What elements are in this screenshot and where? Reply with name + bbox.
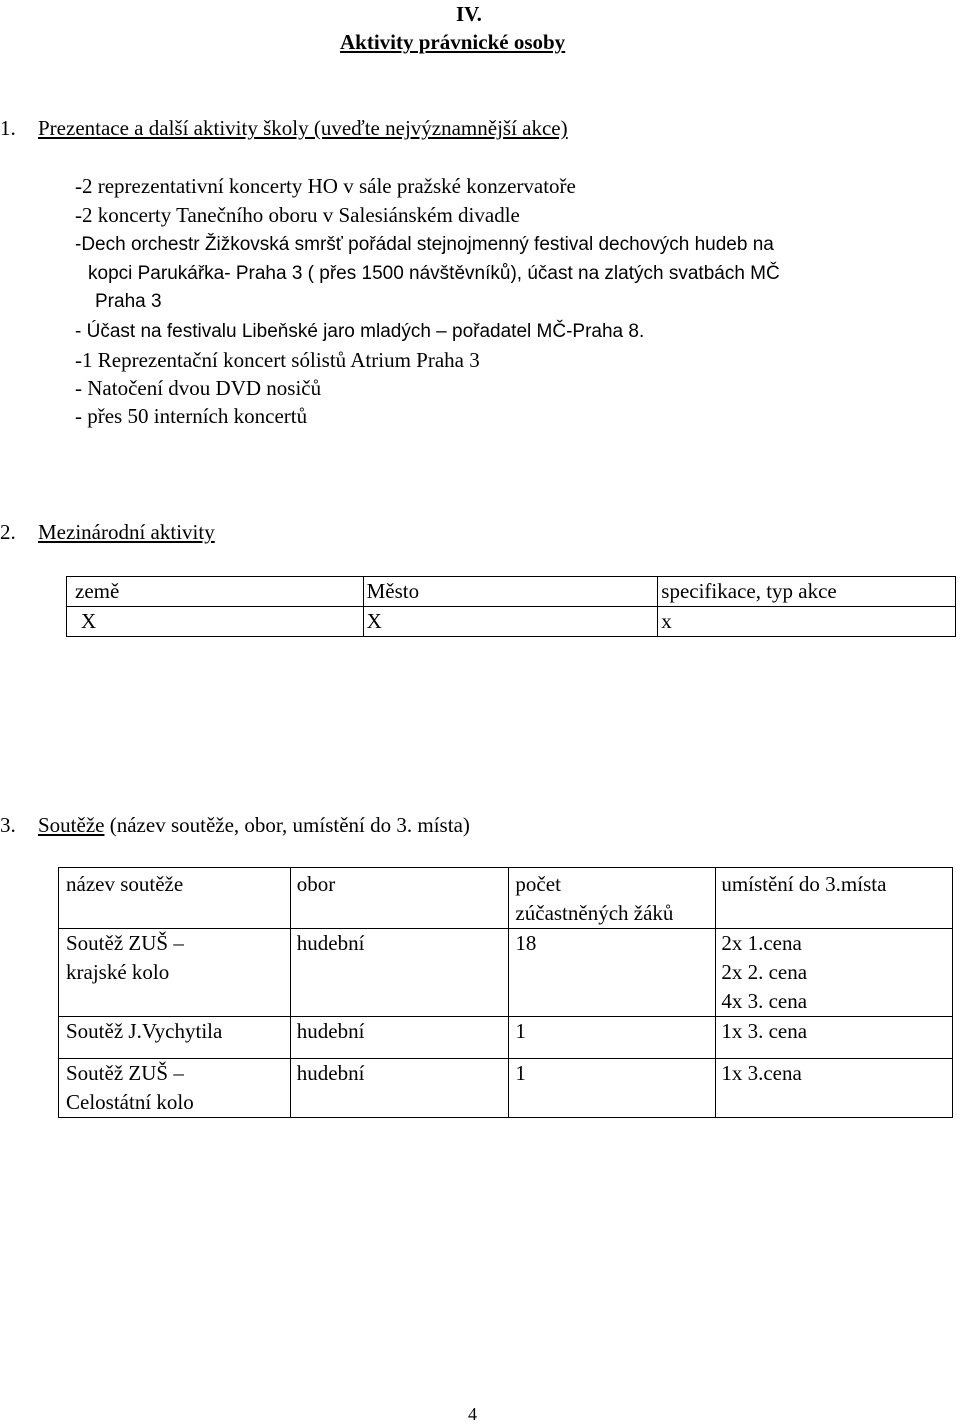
table-cell: hudební [290,929,509,1017]
table-cell: Soutěž J.Vychytila [59,1017,291,1059]
activity-item: - přes 50 interních koncertů [75,404,308,428]
activity-item: -2 reprezentativní koncerty HO v sále pražské konzervatoře [75,174,576,198]
activity-item: Praha 3 [95,291,162,312]
page-title: Aktivity právnické osoby [340,30,566,54]
heading-number: IV. [456,2,482,26]
table-cell [59,929,291,1017]
table-cell [716,929,953,1017]
table-row [59,1017,953,1059]
table-row [67,607,956,637]
header-cell [509,868,716,929]
header-cell: země [67,577,364,607]
activity-item: - Natočení dvou DVD nosičů [75,376,322,400]
table-cell: 1x 3. cena [716,1017,953,1059]
table-cell: 1x 3.cena [716,1059,953,1118]
activity-item: kopci Parukářka- Praha 3 ( přes 1500 návštěvníků), účast na zlatých svatbách MČ [88,263,780,284]
table-cell: 18 [509,929,716,1017]
table-row [59,929,953,1017]
cell-line: Soutěž ZUŠ – [66,1061,184,1085]
header-cell: obor [290,868,509,929]
section1-number: 1. [0,116,16,140]
cell-line: 2x 1.cena [721,931,802,955]
table-header-row [67,577,956,607]
table-cell [59,1059,291,1118]
header-line: zúčastněných žáků [515,901,674,925]
table-cell: hudební [290,1059,509,1118]
table-row [59,1059,953,1118]
cell-line: 2x 2. cena [721,960,808,984]
header-cell: Město [363,577,658,607]
activity-item: - Účast na festivalu Libeňské jaro mladých – pořadatel MČ-Praha 8. [75,321,645,342]
table-cell: 1 [509,1059,716,1118]
table-header-row [59,868,953,929]
activity-item: -2 koncerty Tanečního oboru v Salesiánském divadle [75,203,520,227]
table-cell: X [363,607,658,637]
table-cell: 1 [509,1017,716,1059]
section2-title: Mezinárodní aktivity [38,520,215,544]
section2-number: 2. [0,520,16,544]
section1-title: Prezentace a další aktivity školy (uveďte nejvýznamnější akce) [38,116,568,140]
header-line: počet [515,872,561,896]
cell-line: Celostátní kolo [66,1090,194,1114]
competitions-table [58,867,953,1118]
header-cell: umístění do 3.místa [716,868,953,929]
header-cell: název soutěže [59,868,291,929]
table-cell: hudební [290,1017,509,1059]
header-cell: specifikace, typ akce [658,577,956,607]
table-cell: X [67,607,364,637]
section3-title-rest: (název soutěže, obor, umístění do 3. místa) [104,813,470,837]
cell-line: Soutěž ZUŠ – [66,931,184,955]
section3-number: 3. [0,813,16,837]
table-cell: x [658,607,956,637]
international-table [66,576,956,637]
section3-title [38,815,470,836]
cell-line: 4x 3. cena [721,989,808,1013]
section3-title-underlined: Soutěže [38,813,105,837]
activity-item: -1 Reprezentační koncert sólistů Atrium Praha 3 [75,348,480,372]
page-number: 4 [468,1404,477,1424]
activity-item: -Dech orchestr Žižkovská smršť pořádal stejnojmenný festival dechových hudeb na [75,234,774,255]
cell-line: krajské kolo [66,960,170,984]
